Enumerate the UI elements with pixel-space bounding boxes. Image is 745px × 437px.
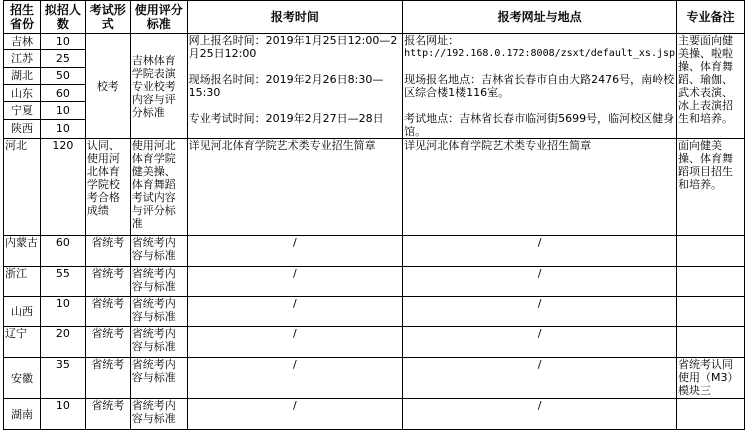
criteria-cell: 使用河北体育学院健美操、体育舞蹈考试内容与评分标准 [130, 139, 187, 236]
onsite-registration-time: 现场报名时间：2019年2月26日8:30—15:30 [188, 73, 384, 99]
quota-cell: 55 [40, 267, 85, 297]
criteria-cell: 省统考内容与标准 [130, 297, 187, 327]
criteria-cell: 省统考内容与标准 [130, 399, 187, 430]
notes-cell: 面向健美操、体育舞蹈项目招生和培养。 [677, 139, 745, 236]
quota-cell: 35 [40, 358, 85, 399]
criteria-cell: 省统考内容与标准 [130, 236, 187, 267]
criteria-cell: 省统考内容与标准 [130, 358, 187, 399]
province-cell: 湖南 [4, 399, 41, 430]
notes-cell [677, 267, 745, 297]
exam-time-cell: 详见河北体育学院艺术类专业招生简章 [187, 139, 402, 236]
exam-form-cell: 省统考 [85, 236, 130, 267]
exam-time-cell: / [187, 236, 402, 267]
exam-form-cell: 省统考 [85, 297, 130, 327]
registration-site: 现场报名地点：吉林省长春市自由大路2476号，南岭校区综合楼1楼116室。 [404, 73, 675, 99]
notes-cell [677, 236, 745, 267]
header-quota: 拟招人数 [40, 1, 85, 34]
quota-cell: 20 [40, 327, 85, 358]
exam-time-cell: / [187, 358, 402, 399]
registration-url-label: 报名网址： [404, 34, 460, 47]
exam-time: 专业考试时间：2019年2月27日—28日 [188, 112, 384, 125]
quota-cell: 10 [40, 119, 85, 138]
header-province: 招生省份 [4, 1, 41, 34]
province-cell: 浙江 [4, 267, 41, 297]
notes-cell: 省统考认同使用（M3）模块三 [677, 358, 745, 399]
exam-site: 考试地点：吉林省长春市临河街5699号，临河校区健身馆。 [404, 112, 675, 138]
exam-time-cell: / [187, 297, 402, 327]
quota-cell: 60 [40, 84, 85, 101]
quota-cell: 10 [40, 297, 85, 327]
registration-url-link[interactable]: http://192.168.0.172:8008/zsxt/default_xs.jsp [404, 48, 676, 59]
header-registration: 报考网址与地点 [403, 1, 677, 34]
province-cell: 安徽 [4, 358, 41, 399]
notes-cell [677, 297, 745, 327]
province-cell: 江苏 [4, 50, 41, 67]
exam-time-cell: / [187, 267, 402, 297]
exam-form-cell: 省统考 [85, 399, 130, 430]
admissions-table [3, 0, 745, 430]
registration-cell: / [403, 236, 677, 267]
registration-cell: / [403, 327, 677, 358]
quota-cell: 50 [40, 67, 85, 84]
table-row [4, 236, 745, 267]
province-cell: 山西 [4, 297, 41, 327]
quota-cell: 10 [40, 399, 85, 430]
registration-cell: / [403, 399, 677, 430]
header-exam-form: 考试形式 [85, 1, 130, 34]
registration-cell: / [403, 267, 677, 297]
notes-cell [677, 327, 745, 358]
notes-cell: 主要面向健美操、啦啦操、体育舞蹈、瑜伽、武术表演、冰上表演招生和培养。 [677, 34, 745, 139]
province-cell: 山东 [4, 84, 41, 101]
header-criteria: 使用评分标准 [130, 1, 187, 34]
table-row [4, 399, 745, 430]
registration-cell [403, 34, 677, 139]
header-row [4, 1, 745, 34]
table-row [4, 297, 745, 327]
quota-cell: 10 [40, 34, 85, 50]
registration-cell: / [403, 358, 677, 399]
exam-form-cell: 省统考 [85, 267, 130, 297]
province-cell: 内蒙古 [4, 236, 41, 267]
criteria-cell: 省统考内容与标准 [130, 327, 187, 358]
header-notes: 专业备注 [677, 1, 745, 34]
registration-cell: / [403, 297, 677, 327]
table-row [4, 139, 745, 236]
exam-time-cell [187, 34, 402, 139]
province-cell: 宁夏 [4, 102, 41, 119]
exam-form-cell: 认同、使用河北体育学院校考合格成绩 [85, 139, 130, 236]
quota-cell: 60 [40, 236, 85, 267]
province-cell: 辽宁 [4, 327, 41, 358]
table-row [4, 327, 745, 358]
table-row [4, 267, 745, 297]
quota-cell: 10 [40, 102, 85, 119]
province-cell: 陕西 [4, 119, 41, 138]
exam-time-cell: / [187, 399, 402, 430]
exam-form-cell: 省统考 [85, 358, 130, 399]
table-row [4, 34, 745, 50]
notes-cell [677, 399, 745, 430]
exam-time-cell: / [187, 327, 402, 358]
table-row [4, 358, 745, 399]
header-exam-time: 报考时间 [187, 1, 402, 34]
criteria-cell: 吉林体育学院表演专业校考内容与评分标准 [130, 34, 187, 139]
online-registration-time: 网上报名时间：2019年1月25日12:00—2月25日12:00 [188, 34, 398, 60]
quota-cell: 120 [40, 139, 85, 236]
province-cell: 吉林 [4, 34, 41, 50]
criteria-cell: 省统考内容与标准 [130, 267, 187, 297]
province-cell: 湖北 [4, 67, 41, 84]
quota-cell: 25 [40, 50, 85, 67]
exam-form-cell: 校考 [85, 34, 130, 139]
exam-form-cell: 省统考 [85, 327, 130, 358]
province-cell: 河北 [4, 139, 41, 236]
registration-cell: 详见河北体育学院艺术类专业招生简章 [403, 139, 677, 236]
